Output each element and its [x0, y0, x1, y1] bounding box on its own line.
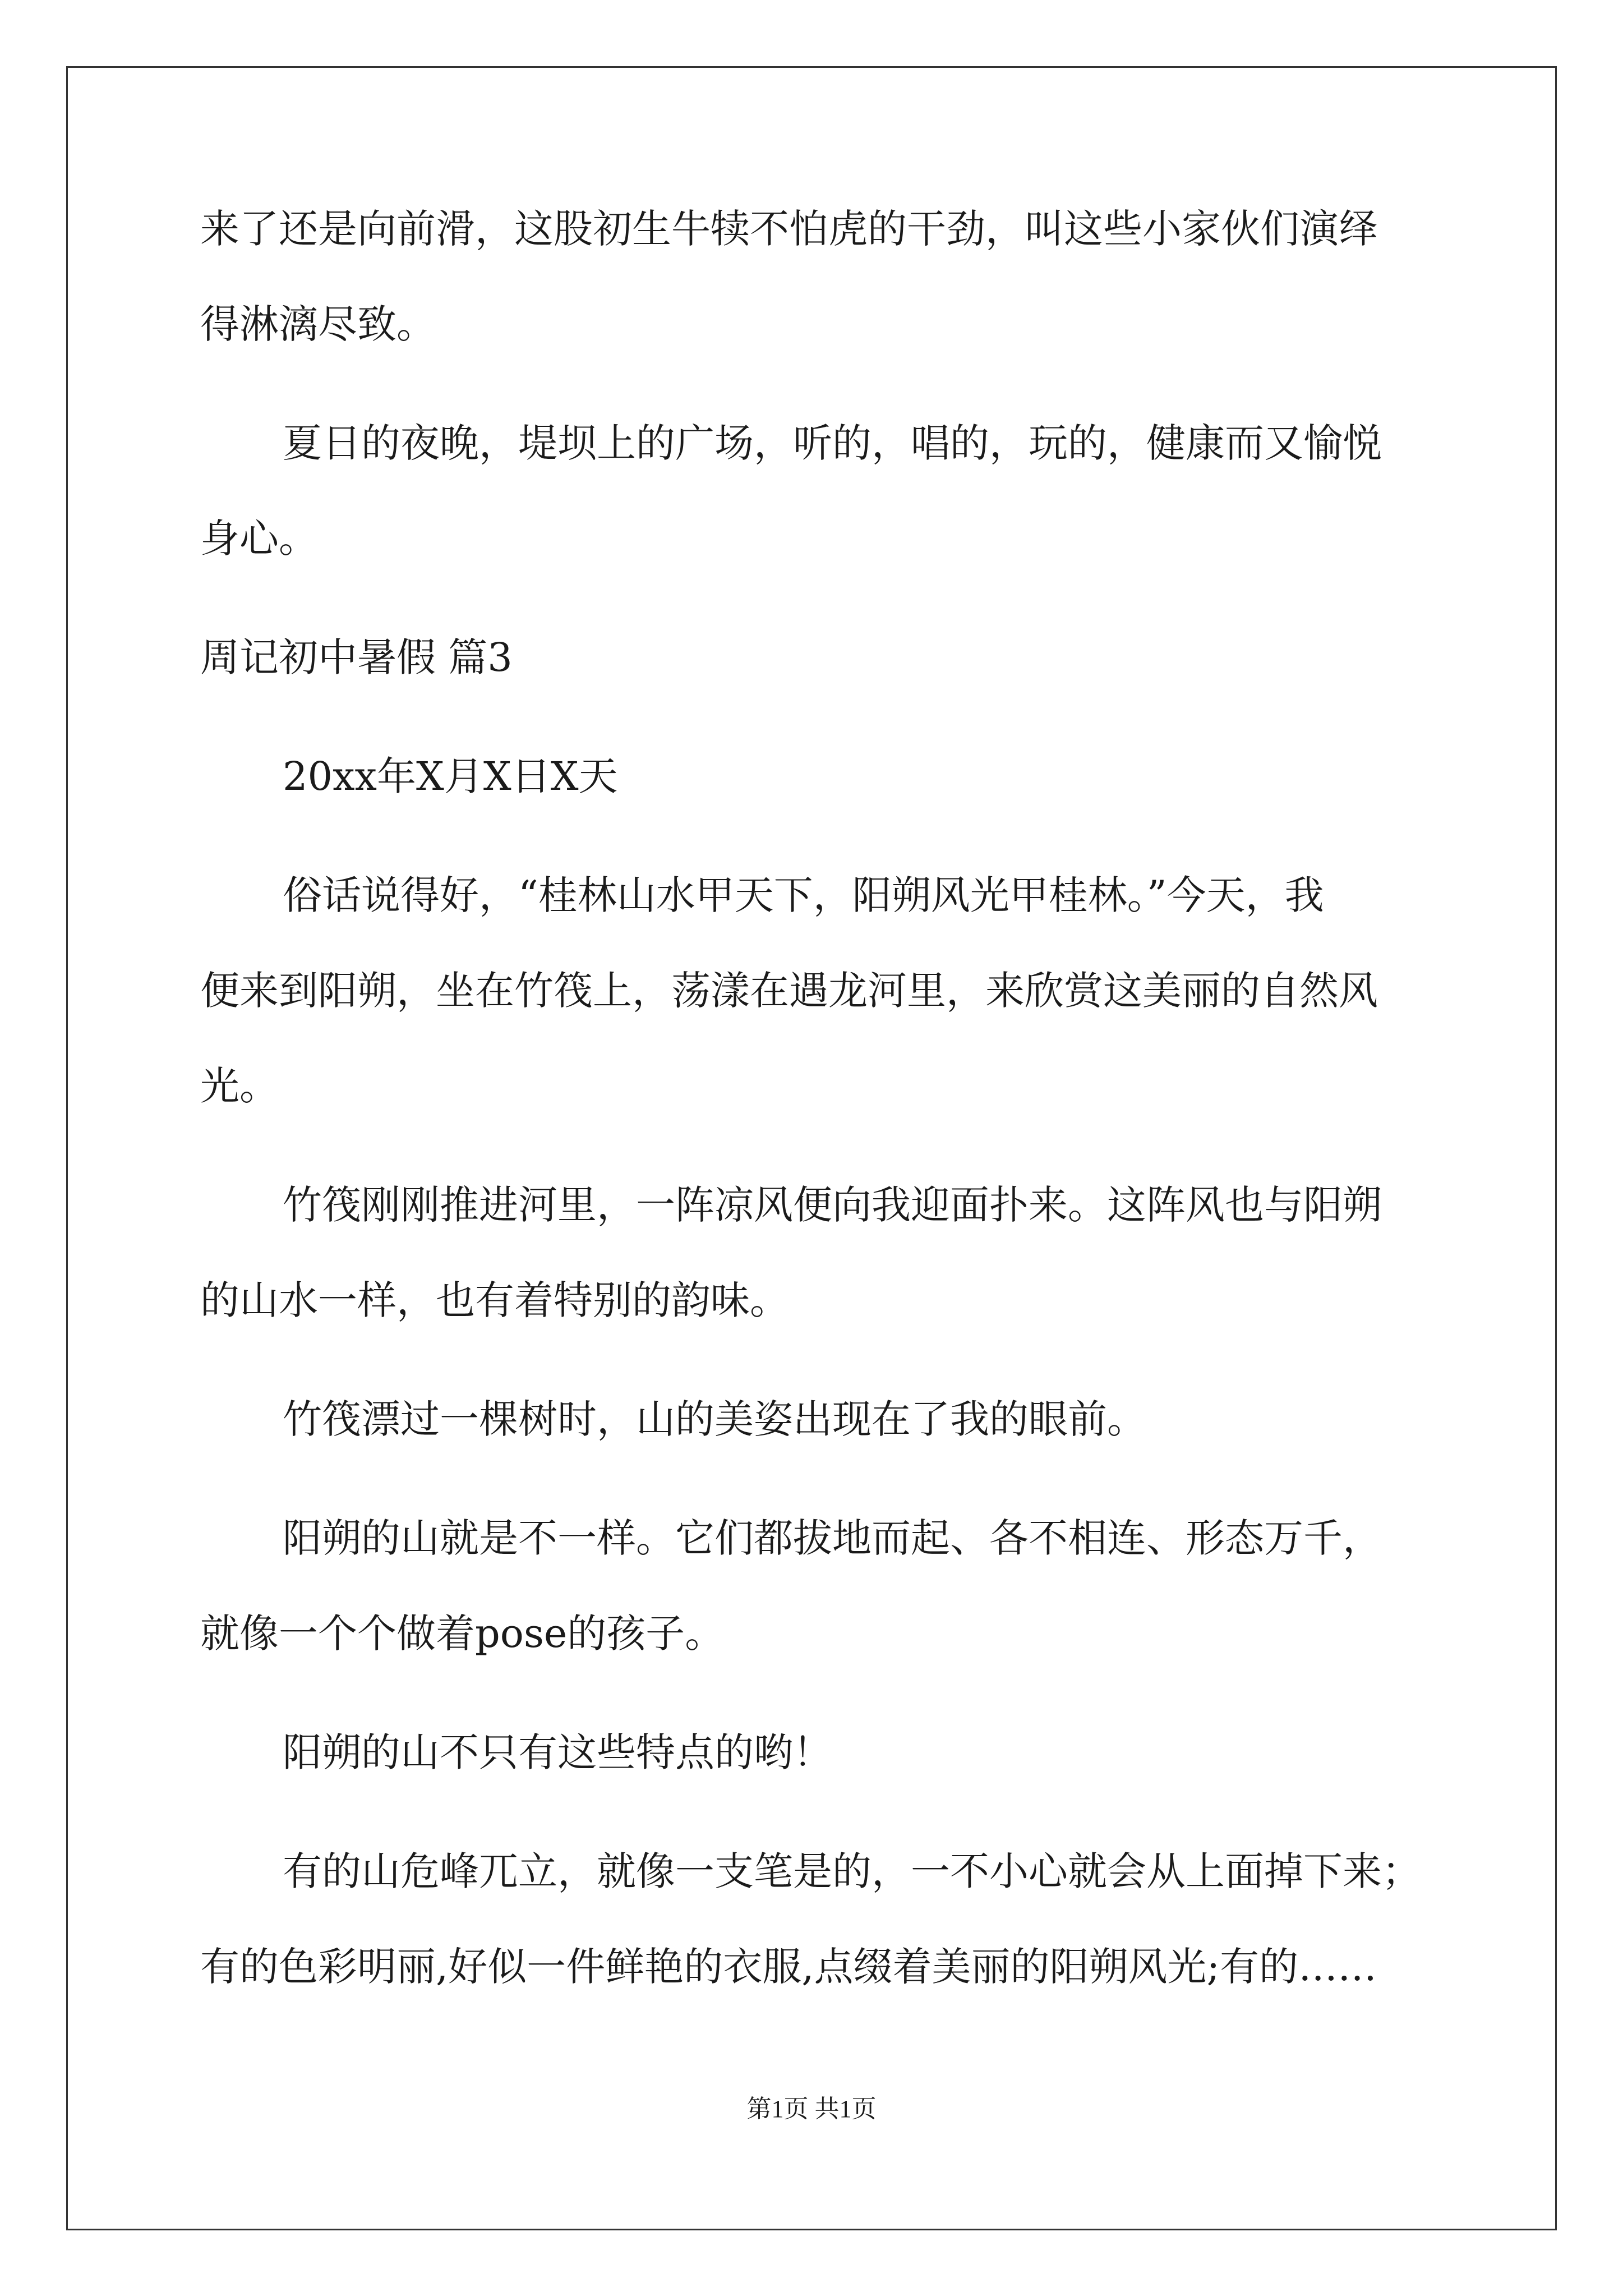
text-line: 便来到阳朔，坐在竹筏上，荡漾在遇龙河里，来欣赏这美丽的自然风 — [200, 968, 1378, 1014]
text-line: 竹筏刚刚推进河里，一阵凉风便向我迎面扑来。这阵风也与阳朔 — [283, 1182, 1382, 1228]
text-line: 有的山危峰兀立，就像一支笔是的，一不小心就会从上面掉下来； — [283, 1848, 1421, 1894]
text-line: 阳朔的山就是不一样。它们都拔地而起、各不相连、形态万千， — [283, 1515, 1382, 1561]
page-footer: 第1页 共1页 — [746, 2095, 877, 2123]
text-line: 光。 — [200, 1063, 279, 1109]
text-line: 得淋漓尽致。 — [200, 301, 436, 347]
section-heading: 周记初中暑假 篇3 — [200, 634, 513, 680]
text-line: 有的色彩明丽,好似一件鲜艳的衣服,点缀着美丽的阳朔风光;有的…… — [200, 1944, 1377, 1990]
text-line: 就像一个个做着pose的孩子。 — [200, 1611, 725, 1657]
text-line: 俗话说得好，“桂林山水甲天下，阳朔风光甲桂林。”今天，我 — [283, 872, 1324, 918]
text-line: 阳朔的山不只有这些特点的哟！ — [283, 1729, 832, 1775]
text-line: 夏日的夜晚，堤坝上的广场，听的，唱的，玩的，健康而又愉悦 — [283, 420, 1382, 466]
date-line: 20xx年X月X日X天 — [283, 753, 618, 799]
page-border — [66, 66, 1557, 2230]
text-line: 身心。 — [200, 516, 318, 562]
text-line: 来了还是向前滑，这股初生牛犊不怕虎的干劲，叫这些小家伙们演绎 — [200, 206, 1378, 252]
text-line: 竹筏漂过一棵树时，山的美姿出现在了我的眼前。 — [283, 1396, 1146, 1442]
text-line: 的山水一样，也有着特别的韵味。 — [200, 1277, 789, 1323]
